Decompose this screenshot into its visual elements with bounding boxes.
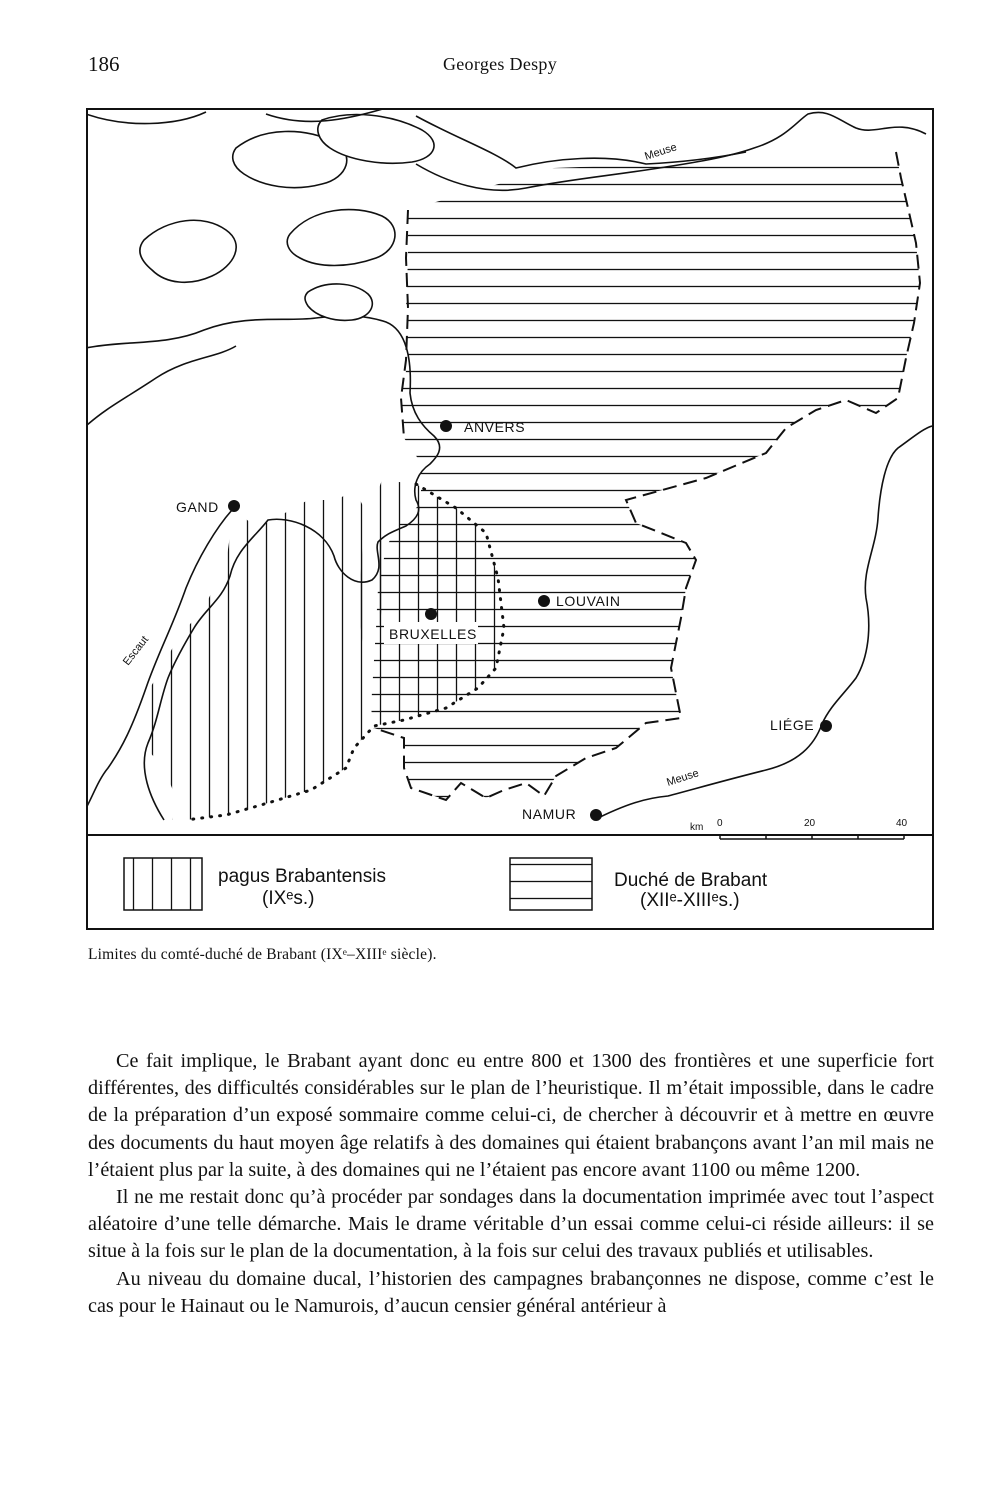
legend-item-pagus [124, 858, 386, 910]
legend-swatch-horizontal [510, 858, 592, 910]
city-namur [522, 806, 602, 822]
city-marker-icon [820, 720, 832, 732]
legend-item-duche [510, 858, 768, 911]
legend-pagus-name: pagus Brabantensis [218, 866, 386, 887]
city-label-bruxelles: BRUXELLES [389, 626, 477, 642]
city-marker-icon [590, 809, 602, 821]
legend-duche-period: (XIIᵉ-XIIIᵉs.) [640, 890, 740, 911]
city-label-liege: LIÉGE [770, 717, 815, 733]
city-marker-icon [440, 420, 452, 432]
scale-unit: km [690, 822, 704, 833]
brabant-map-figure [86, 108, 934, 930]
legend-pagus-period: (IXᵉs.) [262, 888, 315, 909]
paragraph: Ce fait implique, le Brabant ayant donc eu entre 800 et 1300 des frontières et une superficie fort différentes, des difficultés considérables sur le plan de l’heuristique. Il m’était impossible, dans le cadre de la préparation d’un exposé sommaire comme celui-ci, de chercher à découvrir et à mettre en œuvre des documents du haut moyen âge relatifs à des domaines qui étaient brabançons avant l’an mil mais ne l’étaient plus par la suite, à des domaines qui ne l’étaient pas encore avant 1100 ou même 1200. [88, 1050, 934, 1181]
city-label-louvain: LOUVAIN [556, 593, 621, 609]
city-label-anvers: ANVERS [464, 419, 526, 435]
city-marker-icon [228, 500, 240, 512]
scale-tick-20: 20 [804, 818, 816, 829]
paragraph: Il ne me restait donc qu’à procéder par sondages dans la documentation imprimée avec tout l’aspect aléatoire d’une telle démarche. Mais le drame véritable d’un essai comme celui-ci réside ailleurs: il se situe à la fois sur le plan de la documentation, à la fois sur celui des travaux publiés et utilisables. [88, 1186, 934, 1263]
city-label-namur: NAMUR [522, 806, 577, 822]
city-marker-icon [425, 608, 437, 620]
paragraph: Au niveau du domaine ducal, l’historien des campagnes brabançonnes ne dispose, comme c’est le cas pour le Hainaut ou le Namurois, d’aucun censier général antérieur à [88, 1267, 934, 1317]
city-liege [770, 717, 832, 733]
island-1 [140, 220, 236, 282]
river-label-meuse-south: Meuse [665, 767, 701, 789]
island-3 [287, 210, 395, 266]
pagus-brabantensis-region [138, 488, 398, 820]
legend-duche-name: Duché de Brabant [614, 870, 768, 891]
city-label-gand: GAND [176, 499, 219, 515]
city-marker-icon [538, 595, 550, 607]
scale-tick-0: 0 [717, 818, 723, 829]
running-title: Georges Despy [442, 54, 558, 74]
page-number: 186 [88, 52, 120, 76]
river-label-meuse-north: Meuse [643, 141, 679, 163]
brabant-map [86, 108, 934, 930]
legend [124, 858, 768, 911]
body-text [88, 1048, 934, 1320]
river-label-escaut: Escaut [120, 633, 152, 668]
scale-tick-40: 40 [896, 818, 908, 829]
tributary-river [86, 346, 236, 426]
island-5 [305, 284, 372, 320]
legend-swatch-vertical [124, 858, 202, 910]
figure-caption: Limites du comté-duché de Brabant (IXᵉ–XIIIᵉ siècle). [88, 946, 437, 963]
